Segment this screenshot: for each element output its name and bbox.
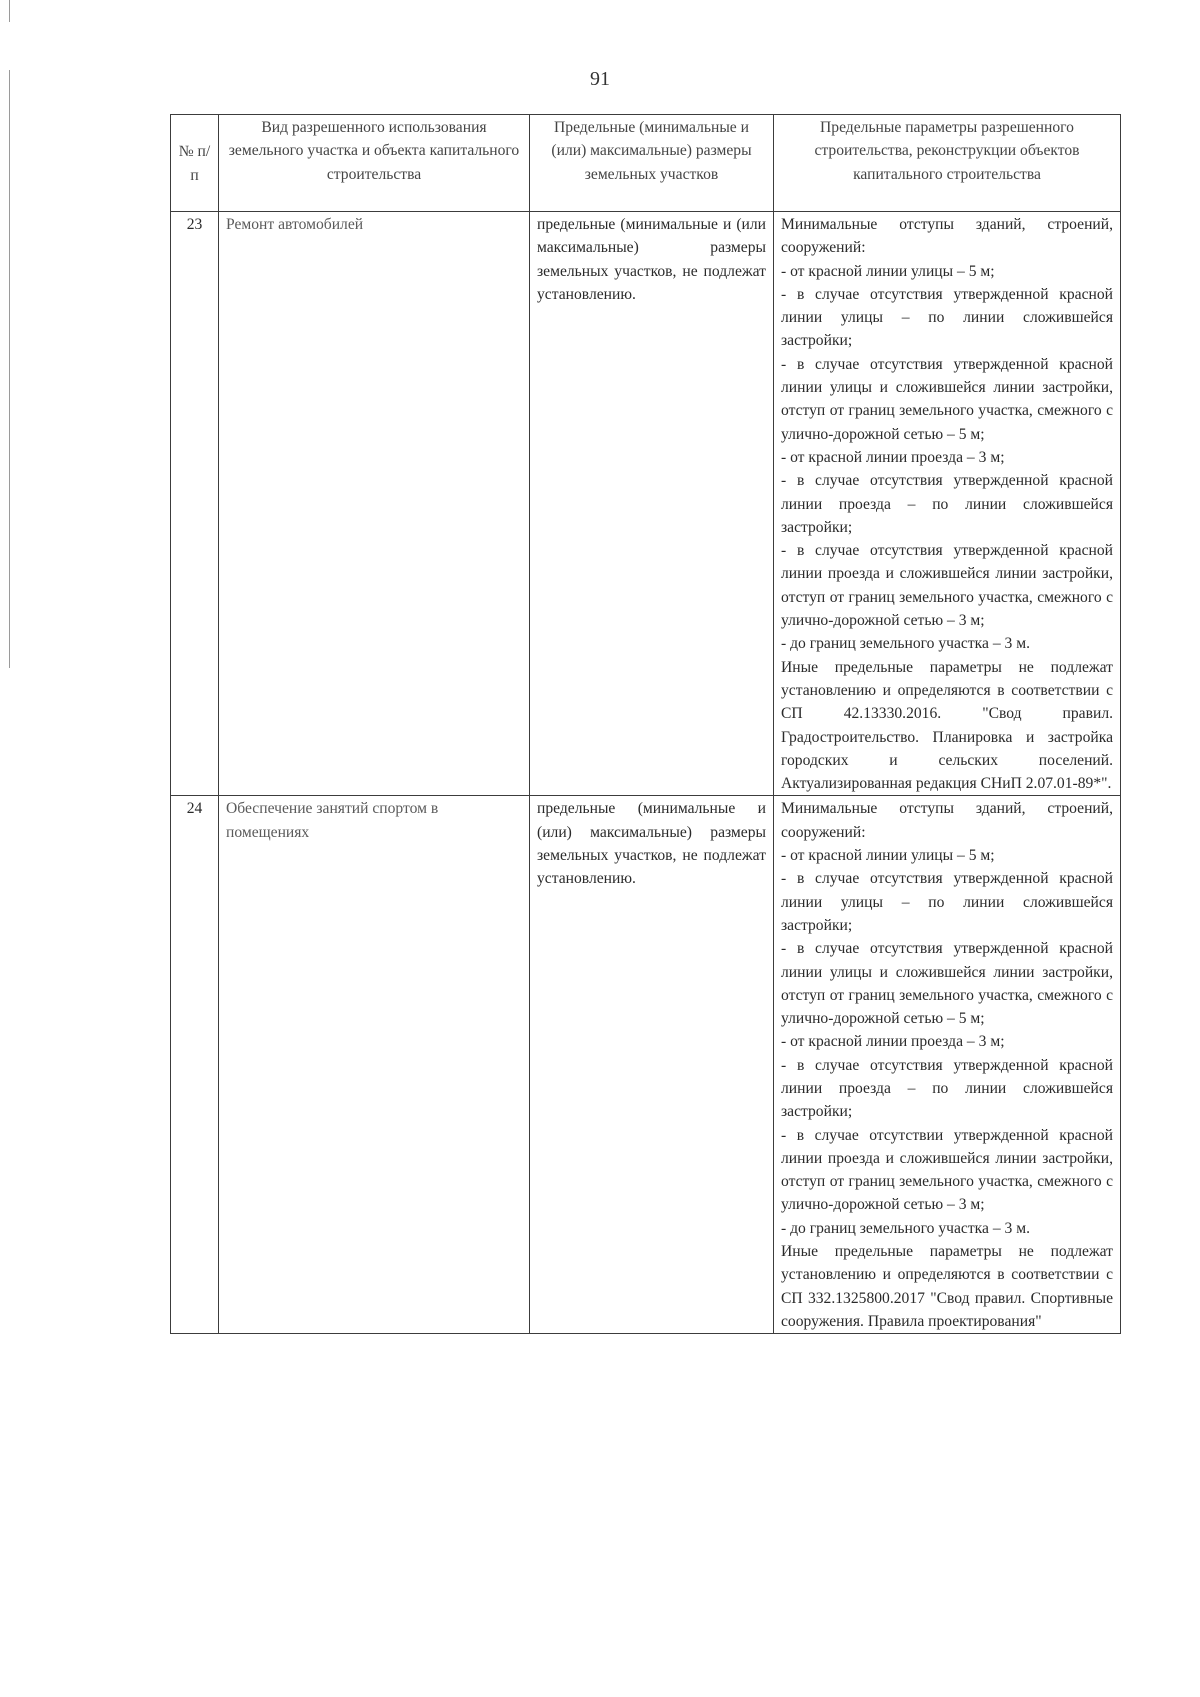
land-use-type: Обеспечение занятий спортом в помещениях [219, 796, 530, 1334]
land-use-type: Ремонт автомобилей [219, 212, 530, 796]
param-line: Минимальные отступы зданий, строений, сооружений: [781, 216, 1113, 257]
header-number: № п/п [171, 115, 219, 212]
param-line: - от красной линии улицы – 5 м; [781, 262, 995, 280]
land-plot-size: предельные (минимальные и (или) максимальные) размеры земельных участков, не подлежат установлению. [530, 796, 774, 1334]
param-line: - в случае отсутствии утвержденной красной линии проезда и сложившейся линии застройки, отступ от границ земельного участка, смежного с улично-дорожной сетью – 3 м; [781, 1126, 1113, 1214]
param-line: - от красной линии улицы – 5 м; [781, 847, 995, 865]
param-line: - от красной линии проезда – 3 м; [781, 448, 1005, 466]
param-line: Минимальные отступы зданий, строений, сооружений: [781, 800, 1113, 841]
zoning-parameters-table [170, 114, 1121, 1334]
land-plot-size: предельные (минимальные и (или максимальные) размеры земельных участков, не подлежат установлению. [530, 212, 774, 796]
scan-edge-mark [9, 70, 10, 668]
param-line: - в случае отсутствия утвержденной красной линии проезда – по линии сложившейся застройки; [781, 472, 1113, 536]
param-line: - в случае отсутствия утвержденной красной линии улицы и сложившейся линии застройки, отступ от границ земельного участка, смежного с улично-дорожной сетью – 5 м; [781, 940, 1113, 1028]
header-construction-params: Предельные параметры разрешенного строительства, реконструкции объектов капитального строительства [774, 115, 1121, 212]
param-line: - до границ земельного участка – 3 м. [781, 635, 1030, 653]
param-line: - до границ земельного участка – 3 м. [781, 1219, 1030, 1237]
construction-params [774, 212, 1121, 796]
header-land-plot-size: Предельные (минимальные и (или) максимальные) размеры земельных участков [530, 115, 774, 212]
row-number: 23 [171, 212, 219, 796]
param-line: Иные предельные параметры не подлежат установлению и определяются в соответствии с СП 332.1325800.2017 "Свод правил. Спортивные сооружения. Правила проектирования" [781, 1243, 1113, 1330]
param-line: - от красной линии проезда – 3 м; [781, 1033, 1005, 1051]
table-row [171, 796, 1121, 1334]
param-line: - в случае отсутствия утвержденной красной линии улицы – по линии сложившейся застройки; [781, 870, 1113, 934]
header-land-use-type: Вид разрешенного использования земельного участка и объекта капитального строительства [219, 115, 530, 212]
table-header-row [171, 115, 1121, 212]
row-number: 24 [171, 796, 219, 1334]
param-line: - в случае отсутствия утвержденной красной линии улицы и сложившейся линии застройки, отступ от границ земельного участка, смежного с улично-дорожной сетью – 5 м; [781, 355, 1113, 443]
param-line: - в случае отсутствия утвержденной красной линии проезда – по линии сложившейся застройки; [781, 1056, 1113, 1121]
table-row [171, 212, 1121, 796]
param-line: - в случае отсутствия утвержденной красной линии проезда и сложившейся линии застройки, отступ от границ земельного участка, смежного с улично-дорожной сетью – 3 м; [781, 542, 1113, 630]
scan-edge-mark [9, 0, 10, 22]
construction-params [774, 796, 1121, 1334]
page-number: 91 [590, 68, 610, 90]
param-line: - в случае отсутствия утвержденной красной линии улицы – по линии сложившейся застройки; [781, 285, 1113, 350]
param-line: Иные предельные параметры не подлежат установлению и определяются в соответствии с СП 42.13330.2016. "Свод правил. Градостроительство. Планировка и застройка городских и сельских поселений. Актуализированная редакция СНиП 2.07.01-89*". [781, 658, 1113, 793]
